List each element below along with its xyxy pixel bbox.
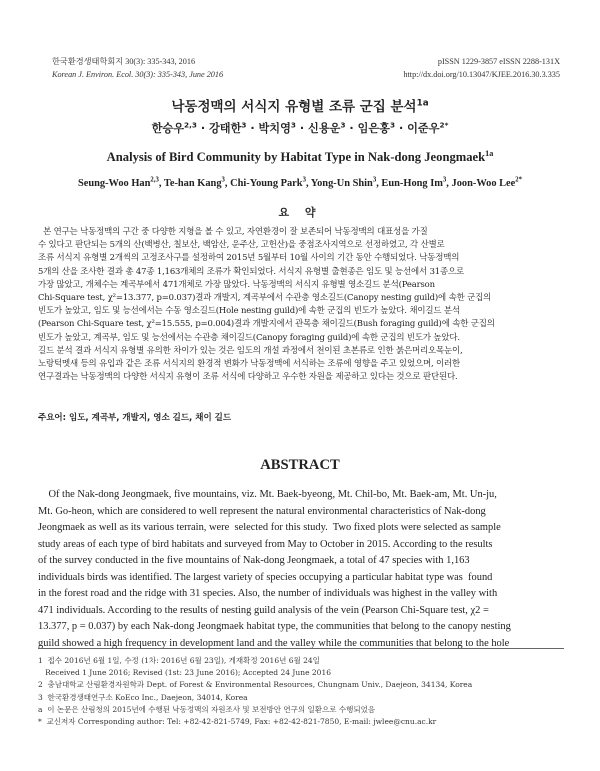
korean-abstract — [38, 225, 564, 383]
english-abstract-line: 471 individuals. According to the results of nesting guild analysis of the vein (Pearson Chi-Square test, χ2 = — [38, 604, 489, 616]
author-separator: · — [395, 122, 408, 135]
author-name: 신용운 — [308, 122, 341, 135]
english-authors — [0, 178, 600, 189]
korean-abstract-line: 5개의 산을 조사한 결과 총 47종 1,163개체의 조류가 확인되었다. 서식지 유형별 출현종은 임도 및 능선에서 31종으로 — [38, 265, 465, 276]
author-affiliation-sup: 3 — [221, 176, 225, 184]
footnote-line: a 이 논문은 산림청의 2015년에 수행된 낙동정맥의 자원조사 및 보전방안 연구의 일환으로 수행되었음 — [38, 704, 376, 714]
author-name: 강태한 — [208, 122, 242, 135]
author-affiliation-sup: 3 — [340, 120, 346, 130]
author-affiliation-sup: 3 — [389, 120, 396, 130]
english-abstract-line: Jeongmaek as well as its various terrain, were selected for this study. Two fixed plots were selected as sample — [38, 522, 501, 533]
author-affiliation-sup: 2* — [515, 176, 523, 184]
english-abstract-line: Of the Nak-dong Jeongmaek, five mountains, viz. Mt. Baek-byeong, Mt. Chil-bo, Mt. Baek-am, Mt. Un-ju, — [38, 489, 497, 500]
author-affiliation-sup: 2,3 — [184, 120, 197, 130]
author-affiliation-sup: 2* — [439, 120, 449, 130]
author-name: Eun-Hong Im — [381, 178, 443, 189]
footnote-line: 2 충남대학교 산림환경자원학과 Dept. of Forest & Environmental Resources, Chungnam Univ., Daejeon, 34134, Korea — [38, 680, 473, 690]
author-name: Chi-Young Park — [230, 178, 303, 189]
author-name: Yong-Un Shin — [310, 178, 373, 189]
author-separator: , — [446, 178, 452, 189]
journal-citation — [52, 55, 223, 81]
journal-citation-korean: 한국환경생태학회지 30(3): 335-343, 2016 — [52, 57, 196, 66]
author-name: 임은홍 — [357, 122, 390, 135]
author-affiliation-sup: 3 — [302, 176, 306, 184]
author-separator: · — [246, 122, 259, 135]
doi-link[interactable]: http://dx.doi.org/10.13047/KJEE.2016.30.3.335 — [403, 70, 560, 79]
english-title — [0, 150, 600, 165]
author-affiliation-sup: 3 — [442, 176, 447, 184]
korean-abstract-line: 연구결과는 낙동정맥의 다양한 서식지 유형이 조류 서식에 다양하고 우수한 자원을 제공하고 있다는 것으로 판단된다. — [38, 371, 458, 382]
journal-citation-english: Korean J. Environ. Ecol. 30(3): 335-343, June 2016 — [52, 70, 224, 79]
korean-abstract-heading: 요 약 — [278, 206, 322, 219]
author-separator: · — [295, 122, 309, 135]
korean-abstract-line: 가장 많았고, 개체수는 계곡부에서 471개체로 가장 많았다. 낙동정맥의 서식지 유형별 영소길드 분석(Pearson — [38, 278, 435, 289]
footnote-line: 3 한국환경생태연구소 KoEco Inc., Daejeon, 34014, Korea — [38, 692, 248, 702]
english-abstract-line: study areas of each type of bird habitats and surveyed from May to October in 2015. According to the results — [38, 538, 493, 550]
footnote-line: 1 접수 2016년 6월 1일, 수정 (1차: 2016년 6월 23일), 게재확정 2016년 6월 24일 — [38, 656, 320, 665]
author-separator: · — [196, 122, 209, 135]
author-name: Te-han Kang — [163, 178, 222, 189]
korean-abstract-line: 길드 분석 결과 서식지 유형별 유의한 차이가 있는 것은 임도의 개설 과정에서 천이된 초본류로 인한 붉은머리오목눈이, — [38, 344, 463, 355]
korean-abstract-line: 본 연구는 낙동정맥의 구간 중 다양한 지형을 볼 수 있고, 자연환경이 잘 보존되어 낙동정맥의 대표성을 가질 — [38, 226, 428, 236]
abstract-heading: ABSTRACT — [260, 457, 340, 473]
korean-title — [0, 95, 600, 115]
author-name: Seung-Woo Han — [77, 178, 151, 189]
english-abstract-line: guild showed a high frequency in development land and the valley while the communities that belong to the hole — [38, 637, 510, 649]
footnote-line: * 교신저자 Corresponding author: Tel: +82-42-821-5749, Fax: +82-42-821-7850, E-mail: jwlee@cnu.ac.kr — [38, 717, 437, 727]
author-affiliation-sup: 2,3 — [150, 176, 159, 184]
korean-abstract-line: 빈도가 높았고, 계곡부, 임도 및 능선에서는 수관층 채이길드(Canopy foraging guild)에 속한 군집의 빈도가 높았다. — [38, 331, 460, 342]
korean-abstract-line: (Pearson Chi-Square test, χ²=15.555, p=0.004)결과 개발지에서 관목층 채이길드(Bush foraging guild)에 속한 군집의 — [38, 318, 495, 329]
author-separator: , — [158, 178, 164, 189]
korean-abstract-line: 빈도가 높았고, 임도 및 능선에서는 수동 영소길드(Hole nesting guild)에 속한 군집의 빈도가 높았다. 채이길드 분석 — [38, 305, 460, 316]
author-separator: , — [305, 178, 311, 189]
journal-identifiers — [403, 55, 560, 81]
english-abstract — [38, 487, 564, 652]
author-affiliation-sup: 3 — [372, 176, 377, 184]
author-separator: · — [345, 122, 358, 135]
english-abstract-line: Mt. Go-heon, which are considered to well represent the natural environmental characteristics of Nak-dong — [38, 505, 486, 517]
author-name: 박치영 — [258, 122, 291, 135]
korean-abstract-line: 노랑턱멧새 등의 유입과 같은 조류 서식지의 환경적 변화가 낙동정맥에 서식하는 조류에 영향을 주고 있었으며, 이러한 — [38, 357, 461, 368]
author-name: 이준우 — [407, 122, 440, 135]
footnote-line: Received 1 June 2016; Revised (1st: 23 June 2016); Accepted 24 June 2016 — [38, 668, 331, 678]
english-title-text: Analysis of Bird Community by Habitat Type in Nak-dong Jeongmaek — [106, 150, 486, 164]
korean-keywords: 주요어: 임도, 계곡부, 개발지, 영소 길드, 채이 길드 — [38, 413, 232, 423]
author-separator: , — [224, 178, 231, 189]
english-title-sup: 1a — [485, 148, 494, 158]
author-affiliation-sup: 3 — [290, 120, 296, 130]
author-separator: , — [376, 178, 382, 189]
footnotes — [38, 655, 564, 728]
english-abstract-line: of the survey conducted in the five mountains of Nak-dong Jeongmaek, a total of 47 species with 1,163 — [38, 555, 470, 566]
korean-abstract-line: 조류 서식지 유형별 2개씩의 고정조사구를 설정하여 2015년 5월부터 10월 사이의 기간 동안 수행되었다. 낙동정맥의 — [38, 252, 460, 263]
korean-title-text: 낙동정맥의 서식지 유형별 조류 군집 분석 — [171, 99, 417, 115]
korean-title-sup: 1a — [416, 98, 429, 109]
footnote-divider — [38, 648, 564, 649]
english-abstract-line: 13.377, p = 0.037) by each Nak-dong Jeongmaek habitat type, the communities that belong to the canopy nesting — [38, 621, 511, 632]
author-name: Joon-Woo Lee — [451, 178, 516, 189]
english-abstract-line: individuals birds was identified. The largest variety of species occupying a particular habitat type was found — [38, 571, 493, 583]
english-abstract-line: in the forest road and the ridge with 31 species. Also, the number of individuals was highest in the valley with — [38, 588, 498, 599]
korean-abstract-line: Chi-Square test, χ²=13.377, p=0.037)결과 개발지, 계곡부에서 수관층 영소길드(Canopy nesting guild)에 속한 군집의 — [38, 291, 492, 302]
author-affiliation-sup: 3 — [241, 120, 247, 130]
issn: pISSN 1229-3857 eISSN 2288-131X — [437, 57, 560, 66]
korean-abstract-line: 수 있다고 판단되는 5개의 산(백병산, 칠보산, 백암산, 운주산, 고헌산)을 중점조사지역으로 선정하였고, 각 산별로 — [38, 239, 445, 250]
korean-authors — [0, 120, 600, 136]
author-name: 한승우 — [151, 122, 185, 135]
